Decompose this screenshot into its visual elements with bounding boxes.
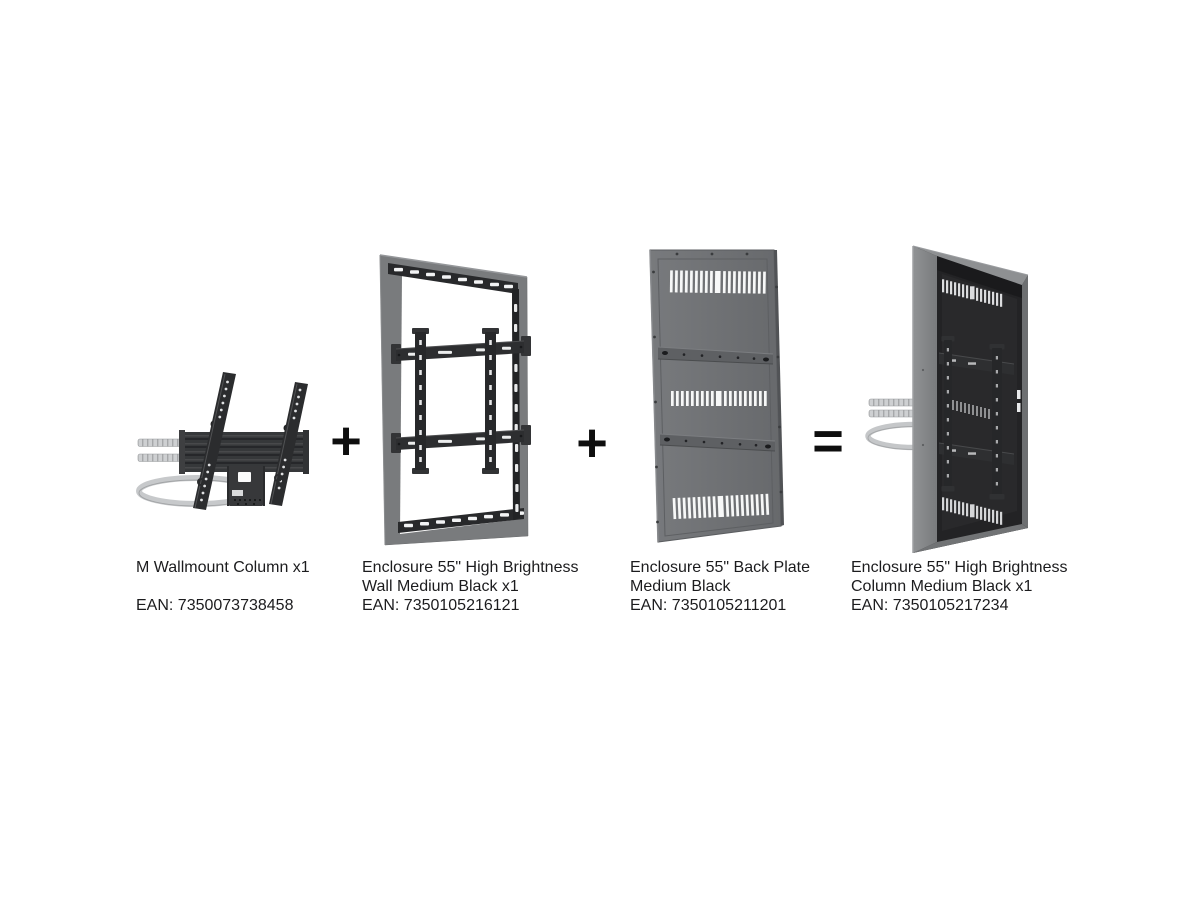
product-title bbox=[851, 558, 1091, 596]
product-title-line: Enclosure 55" High Brightness bbox=[851, 559, 1068, 576]
product-title-line: M Wallmount Column x1 bbox=[136, 559, 310, 576]
product-ean: EAN: 7350105217234 bbox=[851, 597, 1009, 614]
product-ean: EAN: 7350105216121 bbox=[362, 597, 520, 614]
product-ean: EAN: 7350105211201 bbox=[630, 597, 787, 614]
product-ean: EAN: 7350073738458 bbox=[136, 597, 294, 614]
back-plate-image bbox=[642, 242, 792, 550]
plus-icon: + bbox=[330, 411, 362, 471]
product-title-line: Enclosure 55" High Brightness bbox=[362, 559, 579, 576]
product-caption bbox=[136, 558, 376, 615]
product-title bbox=[136, 558, 376, 596]
product-title bbox=[630, 558, 870, 596]
product-caption bbox=[362, 558, 602, 615]
product-caption bbox=[630, 558, 870, 615]
plus-icon: + bbox=[576, 413, 608, 473]
enclosure-wall-image bbox=[378, 246, 532, 550]
enclosure-column-image bbox=[856, 240, 1078, 560]
equals-icon: = bbox=[812, 411, 844, 471]
product-title bbox=[362, 558, 602, 596]
wallmount-column-image bbox=[135, 360, 325, 520]
product-title-line: Enclosure 55" Back Plate bbox=[630, 559, 810, 576]
product-title-line: Medium Black bbox=[630, 578, 731, 595]
product-caption bbox=[851, 558, 1091, 615]
product-title-line: Wall Medium Black x1 bbox=[362, 578, 519, 595]
product-title-line: Column Medium Black x1 bbox=[851, 578, 1033, 595]
